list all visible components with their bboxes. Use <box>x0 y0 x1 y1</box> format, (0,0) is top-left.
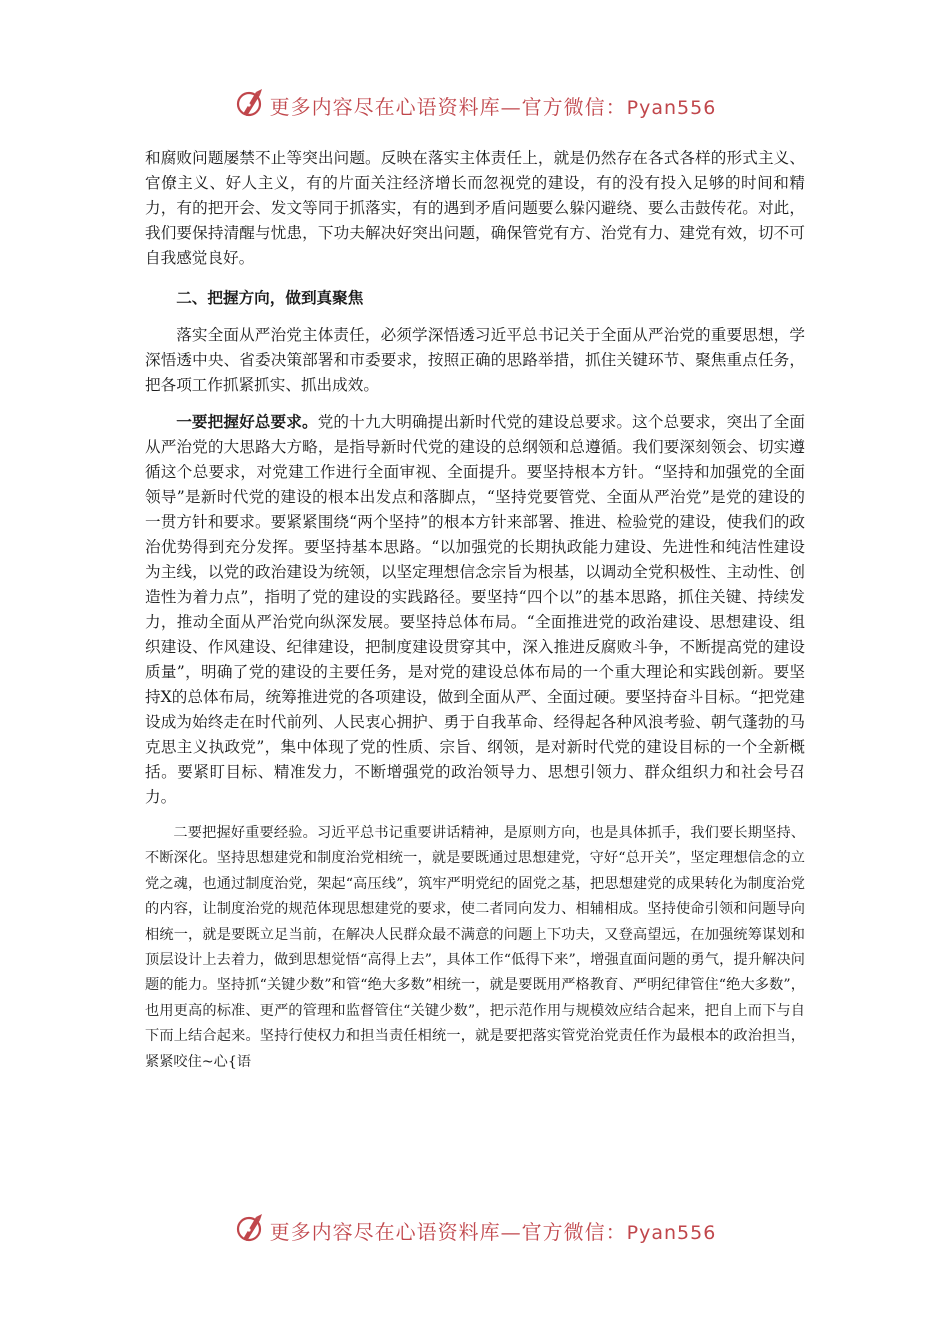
document-body <box>145 146 805 1075</box>
banner-text <box>270 91 717 120</box>
paragraph-continued: 和腐败问题屡禁不止等突出问题。反映在落实主体责任上，就是仍然存在各式各样的形式主义、官僚主义、好人主义，有的片面关注经济增长而忽视党的建设，有的没有投入足够的时间和精力，有的把开会、发文等同于抓落实，有的遇到矛盾问题要么躲闪避绕、要么击鼓传花。对此，我们要保持清醒与忧患，下功夫解决好突出问题，确保管党有方、治党有力、建党有效，切不可自我感觉良好。 <box>145 149 805 267</box>
pen-nib-circle-icon <box>234 87 266 119</box>
paragraph-intro: 落实全面从严治党主体责任，必须学深悟透习近平总书记关于全面从严治党的重要思想，学深悟透中央、省委决策部署和市委要求，按照正确的思路举措，抓住关键环节、聚焦重点任务，把各项工作抓紧抓实、抓出成效。 <box>145 326 805 394</box>
paragraph-point-one <box>145 409 805 810</box>
header-banner <box>0 85 950 125</box>
banner-main-text: 更多内容尽在心语资料库—官方微信： <box>269 1219 627 1244</box>
banner-main-text: 更多内容尽在心语资料库—官方微信： <box>269 94 627 119</box>
footer-banner <box>0 1210 950 1250</box>
banner-wechat-id: Pyan556 <box>626 1221 717 1244</box>
point-one-body: 党的十九大明确提出新时代党的建设总要求。这个总要求，突出了全面从严治党的大思路大方略，是指导新时代党的建设的总纲领和总遵循。我们要深刻领会、切实遵循这个总要求，对党建工作进行全面审视、全面提升。要坚持根本方针。“坚持和加强党的全面领导”是新时代党的建设的根本出发点和落脚点，“坚持党要管党、全面从严治党”是党的建设的一贯方针和要求。要紧紧围绕“两个坚持”的根本方针来部署、推进、检验党的建设，使我们的政治优势得到充分发挥。要坚持基本思路。“以加强党的长期执政能力建设、先进性和纯洁性建设为主线，以党的政治建设为统领，以坚定理想信念宗旨为根基，以调动全党积极性、主动性、创造性为着力点”，指明了党的建设的实践路径。要坚持“四个以”的基本思路，抓住关键、持续发力，推动全面从严治党向纵深发展。要坚持总体布局。“全面推进党的政治建设、思想建设、组织建设、作风建设、纪律建设，把制度建设贯穿其中，深入推进反腐败斗争，不断提高党的建设质量”，明确了党的建设的主要任务，是对党的建设总体布局的一个重大理论和实践创新。要坚持X的总体布局，统筹推进党的各项建设，做到全面从严、全面过硬。要坚持奋斗目标。“把党建设成为始终走在时代前列、人民衷心拥护、勇于自我革命、经得起各种风浪考验、朝气蓬勃的马克思主义执政党”，集中体现了党的性质、宗旨、纲领，是对新时代党的建设目标的一个全新概括。要紧盯目标、精准发力，不断增强党的政治领导力、思想引领力、群众组织力和社会号召力。 <box>145 413 805 806</box>
paragraph-point-two: 二要把握好重要经验。习近平总书记重要讲话精神，是原则方向，也是具体抓手，我们要长期坚持、不断深化。坚持思想建党和制度治党相统一，就是要既通过思想建党，守好“总开关”，坚定理想信念的立党之魂，也通过制度治党，架起“高压线”，筑牢严明党纪的固党之基，把思想建党的成果转化为制度治党的内容，让制度治党的规范体现思想建党的要求，使二者同向发力、相辅相成。坚持使命引领和问题导向相统一，就是要既立足当前，在解决人民群众最不满意的问题上下功夫，又登高望远，在加强统筹谋划和顶层设计上去着力，做到思想觉悟“高得上去”，具体工作“低得下来”，增强直面问题的勇气，提升解决问题的能力。坚持抓“关键少数”和管“绝大多数”相统一，就是要既用严格教育、严明纪律管住“绝大多数”，也用更高的标准、更严的管理和监督管住“关键少数”，把示范作用与规模效应结合起来，把自上而下与自下而上结合起来。坚持行使权力和担当责任相统一，就是要把落实管党治党责任作为最根本的政治担当，紧紧咬住~心{语 <box>145 825 805 1070</box>
section-heading: 二、把握方向，做到真聚焦 <box>176 288 364 307</box>
point-one-lead: 一要把握好总要求。 <box>176 412 318 431</box>
banner-wechat-id: Pyan556 <box>626 96 717 119</box>
pen-nib-circle-icon <box>234 1212 266 1244</box>
banner-text <box>270 1216 717 1245</box>
